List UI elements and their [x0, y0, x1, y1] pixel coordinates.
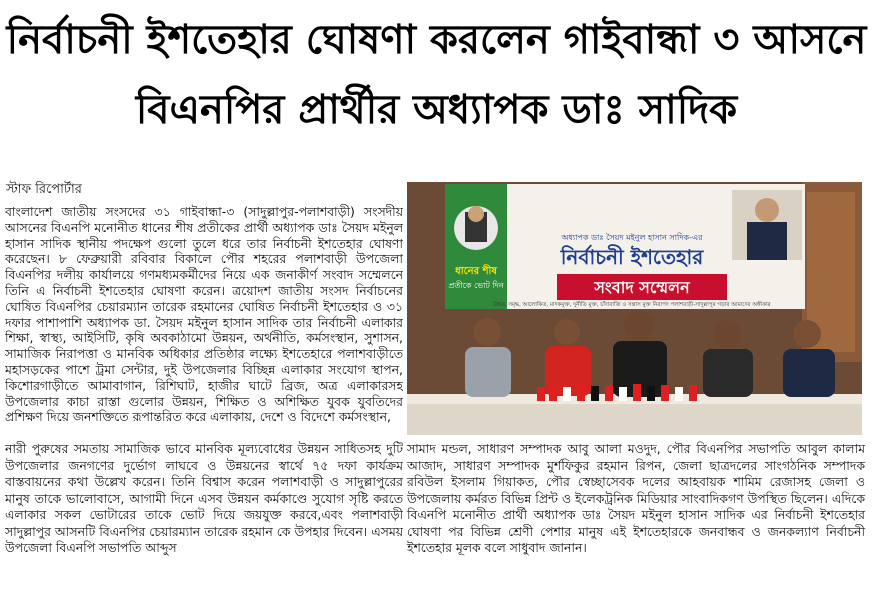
banner-small-line: অধ্যাপক ডাঃ সৈয়দ মইনুল হাসান সাদিক-এর [561, 233, 703, 242]
banner-bottom-line: উন্নত, সমৃদ্ধ, আলোকিত, মাদকমুক্ত, দুর্নীতি মুক্ত, চাঁদাবাজি ও সন্ত্রাস মুক্ত নিরাপদ পলাশবাড়ী-সাদুল্লাপুর গড়ার আমাদের অঙ্গীকার [493, 302, 771, 308]
headline-line-1: নির্বাচনী ইশতেহার ঘোষণা করলেন গাইবান্ধা ৩ আসনে [6, 17, 867, 63]
article-right-text: সামাদ মন্ডল, সাধারণ সম্পাদক আবু আলা মওদুদ, পৌর বিএনপির সভাপতি আবুল কালাম আজাদ, সাধারণ সম্পাদক মুর্শফিকুর রহমান রিপন, জেলা ছাত্রদলের সাংগঠনিক সম্পাদক রবিউল ইসলাম গিয়াকত, পৌর স্বেচ্ছাসেবক দলের আহবায়ক শামিম রেজাসহ জেলা ও উপজেলায় কর্মরত বিভিন্ন প্রিন্ট ও ইলেকট্রনিক মিডিয়ার সাংবাদিকগণ উপস্থিত ছিলেন। এদিকে বিএনপি মনোনীত প্রার্থী অধ্যাপক ডাঃ সৈয়দ মইনুল হাসান সাদিক এর নির্বাচনী ইশতেহার ঘোষণা পর বিভিন্ন শ্রেণী পেশার মানুষ এই ইশতেহারকে জনবান্ধব ও জনকল্যাণ নির্বাচনী ইশতেহার মূলক বলে সাধুবাদ জানান। [407, 441, 865, 555]
press-conference-scene [407, 182, 862, 435]
article-left-continuation [5, 441, 403, 591]
headline-line-2: বিএনপির প্রার্থীর অধ্যাপক ডাঃ সাদিক [135, 87, 738, 133]
byline: স্টাফ রিপোর্টার [6, 182, 82, 197]
article-left-text: বাংলাদেশ জাতীয় সংসদের ৩১ গাইবান্ধা-৩ (সাদুল্লাপুর-পলাশবাড়ী) সংসদীয় আসনের বিএনপি মনোনীত ধানের শীষ প্রতীকের প্রার্থী অধ্যাপক ডাঃ সৈয়দ মইনুল হাসান সাদিক স্থানীয় পদক্ষেপ গুলো তুলে ধরে তার নির্বাচনী ইশতেহার ঘোষণা করেছেন। ৮ ফেব্রুয়ারী রবিবার বিকালে পৌর শহরের পলাশবাড়ী উপজেলা বিএনপির দলীয় কার্যালয়ে গণমধ্যমকর্মীদের নিয়ে এক জনাকীর্ণ সংবাদ সম্মেলনে তিনি এ নির্বাচনী ইশতেহার ঘোষণা করেন। ত্রয়োদশ জাতীয় সংসদ নির্বাচনের ঘোষিত বিএনপির চেয়ারম্যান তারেক রহমানের ঘোষিত নির্বাচনী ইশতেহার ও ৩১ দফার পাশাপাশি অধ্যাপক ডা. সৈয়দ মইনুল হাসান সাদিক তার নির্বাচনী এলাকার শিক্ষা, স্বাস্থ্য, আইসিটি, কৃষি অবকাঠামো উন্নয়ন, অর্থনীতি, কর্মসংস্থান, সুশাসন, সামাজিক নিরাপত্তা ও মানবিক অধিকার প্রতিষ্ঠার লক্ষ্যে ইশতেহারে পলাশবাড়ীতে মহাসড়কের পাশে ট্রমা সেন্টার, দুই উপজেলার বিচ্ছিন্ন এলাকার সংযোগ স্থাপন, কিশোরগাড়ীতে আমাবাগান, রিশিঘাট, হাজীর ঘাটে ব্রিজ, অত্র এলাকারসহ উপজেলার কাচা রাস্তা গুলোর উন্নয়ন, শিক্ষিত ও অশিক্ষিত যুবক যুবতিদের প্রশিক্ষণ দিয়ে জনশক্তিতে রূপান্তরিত করে এলাকায়, দেশে ও বিদেশে কর্মসংস্থান, [5, 204, 403, 425]
article-left-column [5, 204, 403, 436]
banner-title: নির্বাচনী ইশতেহার [560, 245, 704, 269]
article-left-text-continued: নারী পুরুষের সমতায় সামাজিক ভাবে মানবিক মূল্যবোধের উন্নয়ন সাধিতসহ দুটি উপজেলার জনগণের দুর্ভোগ লাঘবে ও উন্নয়নের স্বার্থে ৭৫ দফা কার্যক্রম বাস্তবায়নের কথা উল্লেখ করেন। তিনি বিশ্বাস করেন পলাশবাড়ী ও সাদুল্লাপুরের মানুষ তাকে ভালোবাসে, আগামী দিনে এসব উন্নয়ন কর্মকাণ্ডে সুযোগ সৃষ্টি করতে এলাকার সকল ভোটারের তাকে ভোট দিয়ে জয়যুক্ত করবে,এবং পলাশবাড়ী সাদুল্লাপুর আসনটি বিএনপির চেয়ারম্যান তারেক রহমান কে উপহার দিবেন। এসময় উপজেলা বিএনপি সভাপতি আব্দুস [5, 441, 403, 555]
logo-sub: প্রতীকে ভোট দিন [448, 281, 504, 290]
logo-text: ধানের শীষ [455, 266, 497, 277]
article-right-column [407, 441, 865, 557]
press-conference-photo [407, 182, 862, 435]
banner-subtitle: সংবাদ সম্মেলন [594, 278, 690, 297]
